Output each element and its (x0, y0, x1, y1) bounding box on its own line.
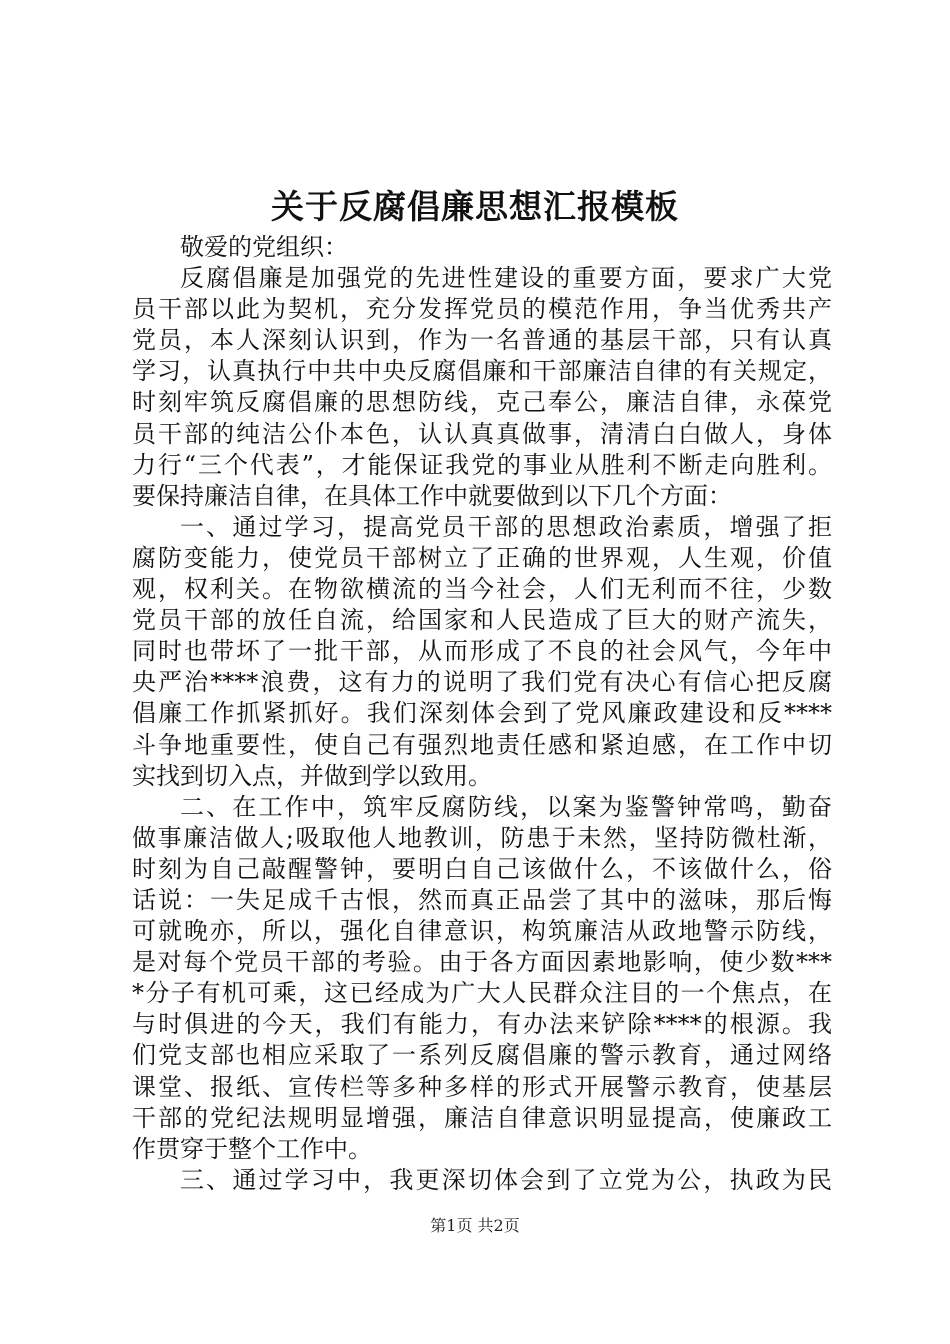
text-line: 时刻为自己敲醒警钟，要明白自己该做什么，不该做什么，俗 (132, 854, 832, 883)
text-line: 与时俱进的今天，我们有能力，有办法来铲除****的根源。我 (132, 1010, 832, 1039)
text-line: 斗争地重要性，使自己有强烈地责任感和紧迫感，在工作中切 (132, 730, 832, 759)
text-line: 党员，本人深刻认识到，作为一名普通的基层干部，只有认真 (132, 326, 832, 355)
document-title: 关于反腐倡廉思想汇报模板 (271, 187, 679, 226)
text-line: 做事廉洁做人;吸取他人地教训，防患于未然，坚持防微杜渐， (132, 823, 832, 852)
text-line: 三、通过学习中，我更深切体会到了立党为公，执政为民 (180, 1165, 832, 1194)
text-line: 同时也带坏了一批干部，从而形成了不良的社会风气，今年中 (132, 637, 832, 666)
text-line: 是对每个党员干部的考验。由于各方面因素地影响，使少数*** (132, 948, 832, 977)
text-line: 一、通过学习，提高党员干部的思想政治素质，增强了拒 (180, 512, 832, 541)
document-body (132, 232, 832, 1196)
text-line: *分子有机可乘，这已经成为广大人民群众注目的一个焦点，在 (132, 979, 832, 1008)
text-line: 观，权利关。在物欲横流的当今社会，人们无利而不往，少数 (132, 575, 832, 604)
text-line: 课堂、报纸、宣传栏等多种多样的形式开展警示教育，使基层 (132, 1072, 832, 1101)
text-line: 倡廉工作抓紧抓好。我们深刻体会到了党风廉政建设和反**** (132, 699, 832, 728)
text-line: 员干部的纯洁公仆本色，认认真真做事，清清白白做人，身体 (132, 419, 832, 448)
text-line: 们党支部也相应采取了一系列反腐倡廉的警示教育，通过网络 (132, 1041, 832, 1070)
text-line: 时刻牢筑反腐倡廉的思想防线，克己奉公，廉洁自律，永葆党 (132, 388, 832, 417)
page-number: 第1页 共2页 (430, 1216, 520, 1235)
text-line: 学习，认真执行中共中央反腐倡廉和干部廉洁自律的有关规定， (132, 357, 832, 386)
text-line: 作贯穿于整个工作中。 (132, 1134, 372, 1163)
text-line: 话说：一失足成千古恨，然而真正品尝了其中的滋味，那后悔 (132, 885, 832, 914)
salutation-line: 敬爱的党组织： (180, 233, 348, 261)
text-line: 党员干部的放任自流，给国家和人民造成了巨大的财产流失， (132, 606, 832, 635)
text-line: 可就晚亦，所以，强化自律意识，构筑廉洁从政地警示防线， (132, 917, 832, 946)
text-line: 实找到切入点，并做到学以致用。 (132, 761, 492, 790)
text-line: 干部的党纪法规明显增强，廉洁自律意识明显提高，使廉政工 (132, 1103, 832, 1132)
text-line: 反腐倡廉是加强党的先进性建设的重要方面，要求广大党 (180, 264, 832, 293)
text-line: 央严治****浪费，这有力的说明了我们党有决心有信心把反腐 (132, 668, 832, 697)
text-line: 力行“三个代表”，才能保证我党的事业从胜利不断走向胜利。 (132, 450, 832, 479)
text-line: 员干部以此为契机，充分发挥党员的模范作用，争当优秀共产 (132, 295, 832, 324)
text-line: 腐防变能力，使党员干部树立了正确的世界观，人生观，价值 (132, 543, 832, 572)
text-line: 二、在工作中，筑牢反腐防线，以案为鉴警钟常鸣，勤奋 (180, 792, 832, 821)
text-line: 要保持廉洁自律，在具体工作中就要做到以下几个方面： (132, 481, 732, 510)
